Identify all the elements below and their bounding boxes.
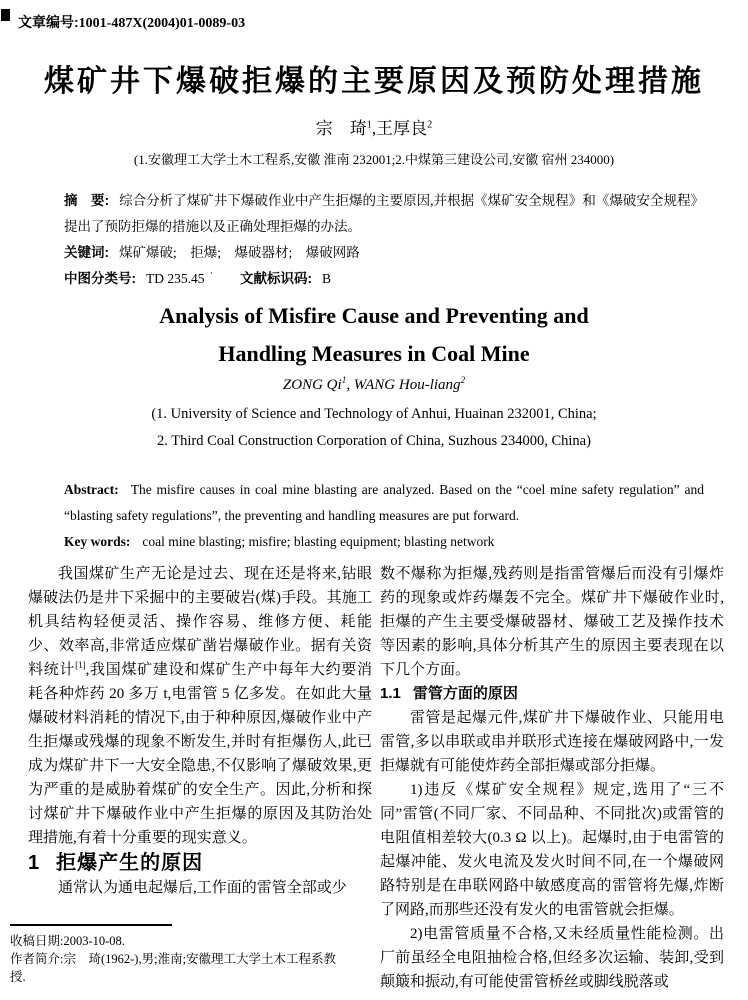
paper-title-en <box>0 297 748 373</box>
intro-paragraph-text-2: ,我国煤矿建设和煤矿生产中每年大约要消耗各种炸药 20 多万 t,电雷管 5 亿多发。在如此大量爆破材料消耗的情况下,由于种种原因,爆破作业中产生拒爆或残爆的现象不断发生,并时有拒爆伤人,此已成为煤矿井下一大安全隐患,不仅影响了爆破效果,更为严重的是威胁着煤矿的安全生产。因此,分析和探讨煤矿井下爆破作业中产生拒爆的原因及其防治处理措施,有着十分重要的现实意义。 <box>28 662 372 846</box>
section-1-title: 拒爆产生的原因 <box>56 852 204 874</box>
en-meta-block <box>64 477 704 555</box>
footnote-divider <box>10 924 172 926</box>
body-right-column <box>380 562 724 1000</box>
article-number-label: 文章编号: <box>18 14 79 30</box>
keywords-cn <box>64 240 704 266</box>
detonator-paragraph: 雷管是起爆元件,煤矿井下爆破作业、只能用电雷管,多以串联或串并联形式连接在爆破网路中,一发拒爆就有可能使炸药全部拒爆或部分拒爆。 <box>380 710 724 774</box>
clc-line <box>64 266 704 292</box>
affiliation-en-line2: 2. Third Coal Construction Corporation of China, Suzhous 234000, China) <box>157 433 591 449</box>
received-date-label: 收稿日期: <box>10 934 64 948</box>
section-1-paragraph-start: 通常认为通电起爆后,工作面的雷管全部或少 <box>58 880 347 896</box>
affiliation-cn: (1.安徽理工大学土木工程系,安徽 淮南 232001;2.中煤第三建设公司,安徽 宿州 234000) <box>133 152 615 167</box>
section-1-paragraph-continuation: 数不爆称为拒爆,残药则是指雷管爆后而没有引爆炸药的现象或炸药爆轰不完全。煤矿井下爆破作业时,拒爆的产生主要受爆破器材、爆破工艺及操作技术等因素的影响,具体分析其产生的原因主要表现在以下几个方面。 <box>380 566 724 678</box>
keywords-en-text: coal mine blasting; misfire; blasting equipment; blasting network <box>142 534 495 549</box>
author-bio-label: 作者简介: <box>10 952 64 966</box>
authors-en <box>0 377 748 394</box>
clc-label: 中图分类号: <box>64 271 136 286</box>
author-cn-2-superscript: 2 <box>427 119 433 131</box>
abstract-cn <box>64 188 704 240</box>
section-1-heading <box>28 850 372 876</box>
author-bio-text: 宗 琦(1962-),男;淮南;安徽理工大学土木工程系教 <box>63 952 337 966</box>
abstract-cn-text: 综合分析了煤矿井下爆破作业中产生拒爆的主要原因,并根据《煤矿安全规程》和《爆破安全规程》提出了预防拒爆的措施以及正确处理拒爆的办法。 <box>64 193 705 234</box>
author-en-2-superscript: 2 <box>460 375 466 385</box>
affiliation-en-line1: (1. University of Science and Technology of Anhui, Huainan 232001, China; <box>151 406 597 422</box>
cause-1-paragraph: 1)违反《煤矿安全规程》规定,选用了“三不同”雷管(不同厂家、不同品种、不同批次)或雷管的电阻值相差较大(0.3 Ω 以上)。起爆时,由于电雷管的起爆冲能、发火电流及发火时间不同,在一个爆破网路特别是在串联网路中敏感度高的雷管将先爆,炸断了网路,而那些还没有发火的电雷管就会拒爆。 <box>380 782 724 918</box>
scan-artifact-block <box>1 9 10 21</box>
keywords-en-label: Key words: <box>64 534 131 549</box>
abstract-cn-label: 摘 要: <box>64 193 110 208</box>
author-cn-2: 王厚良 <box>376 119 428 138</box>
keywords-cn-label: 关键词: <box>64 245 109 260</box>
received-date-value: 2003-10-08. <box>63 934 125 948</box>
authors-cn <box>0 114 748 139</box>
author-bio-line2: 授. <box>10 970 26 984</box>
author-cn-1-superscript: 1 <box>366 119 372 131</box>
cause-2-paragraph: 2)电雷管质量不合格,又未经质量性能检测。出厂前虽经全电阻抽检合格,但经多次运输、装卸,受到颠簸和振动,有可能使雷管桥丝或脚线脱落或 <box>380 926 724 990</box>
paper-title-en-line1: Analysis of Misfire Cause and Preventing and <box>159 303 589 328</box>
doc-code-value: B <box>321 271 331 286</box>
author-cn-1: 宗 琦 <box>315 119 367 138</box>
authors-en-separator: , <box>346 377 354 393</box>
author-bio-line1 <box>10 950 372 968</box>
intro-paragraph <box>28 562 372 850</box>
article-number-line <box>18 12 245 32</box>
author-en-1-superscript: 1 <box>341 375 347 385</box>
abstract-en-label: Abstract: <box>64 482 119 497</box>
received-date-line <box>10 932 372 950</box>
subsection-1-1-number: 1.1 <box>380 685 401 702</box>
affiliation-en <box>0 401 748 455</box>
footnote-block <box>10 924 372 986</box>
authors-cn-separator: , <box>371 119 377 138</box>
intro-paragraph-text-1: 我国煤矿生产无论是过去、现在还是将来,钻眼爆破法仍是井下采掘中的主要破岩(煤)手段。其施工机具结构轻便灵活、操作容易、维修方便、耗能少、效率高,非常适应煤矿凿岩爆破作业。据有关资料统计 <box>28 566 372 678</box>
abstract-en-text: The misfire causes in coal mine blasting are analyzed. Based on the “coel mine safety regulation” and “blasting safety regulations”, the preventing and handling measures are put forward. <box>64 482 704 523</box>
subsection-1-1-heading <box>380 682 724 706</box>
paper-title-cn: 煤矿井下爆破拒爆的主要原因及预防处理措施 <box>44 65 704 98</box>
subsection-1-1-title: 雷管方面的原因 <box>412 685 518 702</box>
citation-1-superscript: [1] <box>75 660 86 670</box>
cn-meta-block <box>64 188 704 292</box>
keywords-cn-text: 煤矿爆破; 拒爆; 爆破器材; 爆破网路 <box>119 245 360 260</box>
clc-superscript: ' <box>210 270 212 280</box>
article-number-value: 1001-487X(2004)01-0089-03 <box>78 16 246 31</box>
author-en-2: WANG Hou-liang <box>353 377 461 393</box>
paper-title-en-line2: Handling Measures in Coal Mine <box>218 341 530 366</box>
clc-value: TD 235.45 <box>146 271 205 286</box>
keywords-en <box>64 529 704 555</box>
section-1-number: 1 <box>28 852 41 874</box>
doc-code-label: 文献标识码: <box>239 271 312 286</box>
author-en-1: ZONG Qi <box>282 377 342 393</box>
abstract-en <box>64 477 704 529</box>
